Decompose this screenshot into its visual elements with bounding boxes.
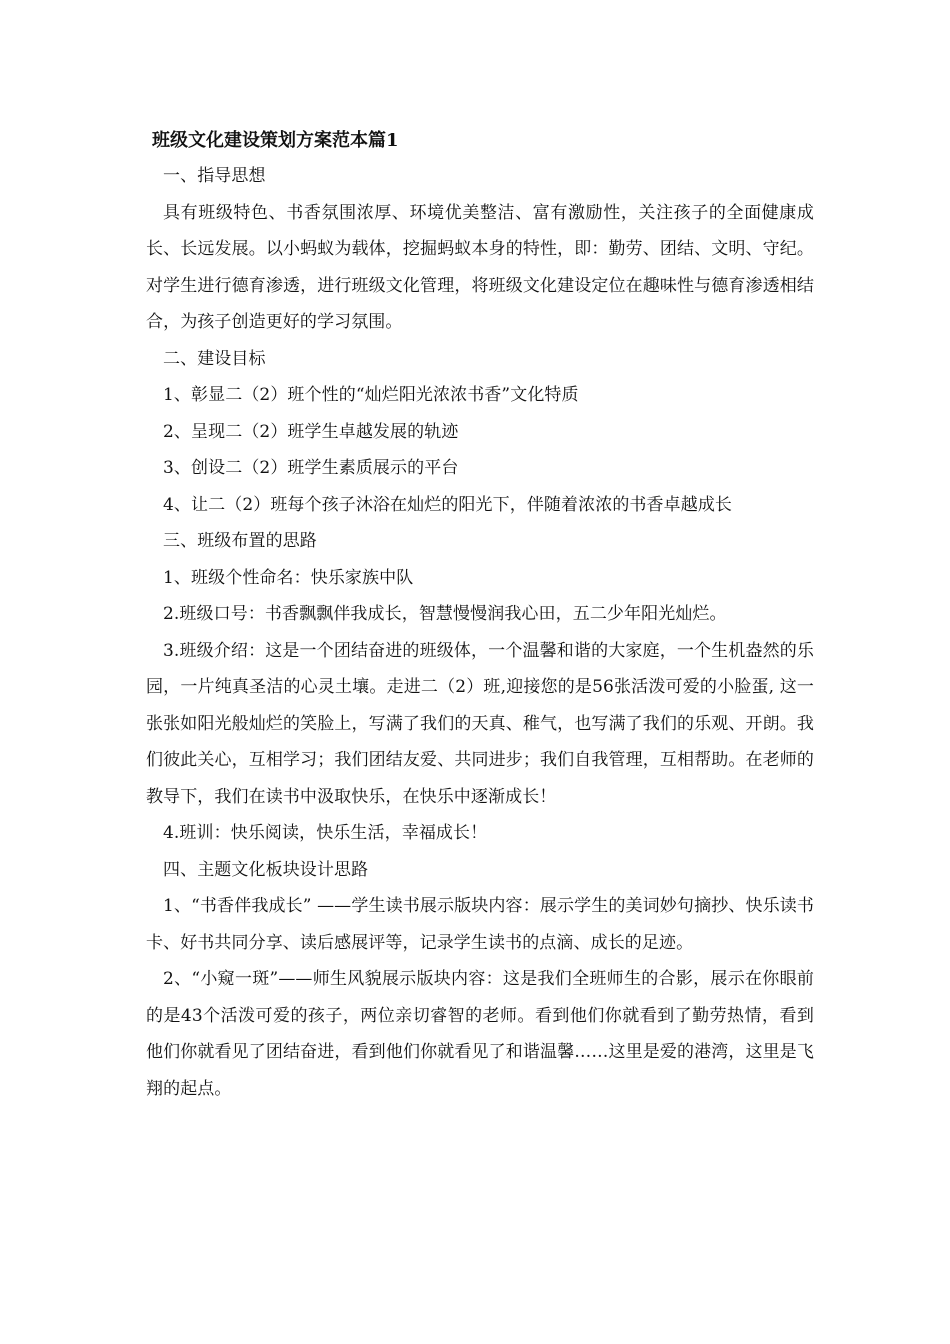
section-heading-goals: 二、建设目标 [163,348,266,369]
theme-board-item-2: 2、“小窥一斑”——师生风貌展示版块内容：这是我们全班师生的合影，展示在你眼前的是43个活泼可爱的孩子，两位亲切睿智的老师。看到他们你就看到了勤劳热情，看到他们你就看见了团结奋进，看到他们你就看见了和谐温馨……这里是爱的港湾，这里是飞翔的起点。 [146,969,814,1099]
goal-item-4: 4、让二（2）班每个孩子沐浴在灿烂的阳光下，伴随着浓浓的书香卓越成长 [163,494,733,515]
layout-item-motto: 4.班训：快乐阅读，快乐生活，幸福成长！ [163,823,488,843]
theme-board-item-1: 1、“书香伴我成长” ——学生读书展示版块内容：展示学生的美词妙句摘抄、快乐读书卡、好书共同分享、读后感展评等，记录学生读书的点滴、成长的足迹。 [146,896,814,953]
paragraph-guiding-thought: 具有班级特色、书香氛围浓厚、环境优美整洁、富有激励性，关注孩子的全面健康成长、长远发展。以小蚂蚁为载体，挖掘蚂蚁本身的特性，即：勤劳、团结、文明、守纪。对学生进行德育渗透，进行班级文化管理，将班级文化建设定位在趣味性与德育渗透相结合，为孩子创造更好的学习氛围。 [146,202,814,332]
document-body [146,124,814,1107]
document-title: 班级文化建设策划方案范本篇1 [152,130,399,151]
layout-item-name: 1、班级个性命名：快乐家族中队 [163,567,414,588]
section-heading-guiding-thought: 一、指导思想 [163,166,266,186]
goal-item-1: 1、彰显二（2）班个性的“灿烂阳光浓浓书香”文化特质 [163,385,579,405]
section-heading-theme-boards: 四、主题文化板块设计思路 [163,859,369,880]
section-heading-layout-ideas: 三、班级布置的思路 [163,531,317,551]
goal-item-3: 3、创设二（2）班学生素质展示的平台 [163,458,459,478]
goal-item-2: 2、呈现二（2）班学生卓越发展的轨迹 [163,421,459,442]
layout-item-slogan: 2.班级口号：书香飘飘伴我成长，智慧慢慢润我心田，五二少年阳光灿烂。 [163,604,727,624]
layout-item-introduction: 3.班级介绍：这是一个团结奋进的班级体，一个温馨和谐的大家庭，一个生机盎然的乐园，一片纯真圣洁的心灵土壤。走进二（2）班,迎接您的是56张活泼可爱的小脸蛋, 这一张张如阳光般灿烂的笑脸上，写满了我们的天真、稚气，也写满了我们的乐观、开朗。我们彼此关心，互相学习；我们团结友爱、共同进步；我们自我管理，互相帮助。在老师的教导下，我们在读书中汲取快乐，在快乐中逐渐成长！ [146,640,814,807]
